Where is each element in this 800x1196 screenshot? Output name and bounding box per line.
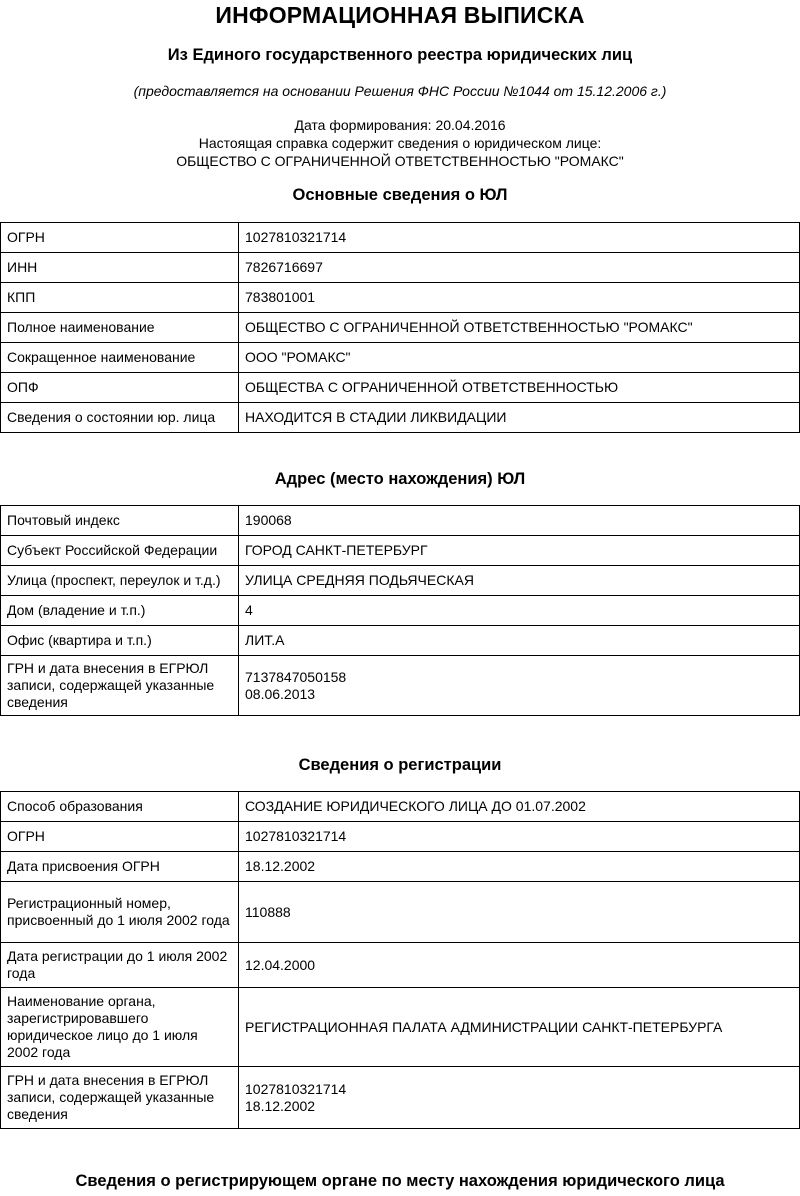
table-row [1, 536, 800, 566]
row-label: ГРН и дата внесения в ЕГРЮЛ записи, содержащей указанные сведения [1, 1067, 239, 1129]
row-label: Дом (владение и т.п.) [1, 596, 239, 626]
section-title-reg-authority: Сведения о регистрирующем органе по месту нахождения юридического лица [75, 1172, 725, 1190]
row-label: Дата регистрации до 1 июля 2002 года [1, 943, 239, 988]
row-value [239, 1067, 800, 1129]
row-value: 12.04.2000 [239, 943, 800, 988]
row-label: Регистрационный номер, присвоенный до 1 июля 2002 года [1, 882, 239, 943]
row-label: Сведения о состоянии юр. лица [1, 403, 239, 433]
section-title-main: Основные сведения о ЮЛ [292, 186, 508, 204]
row-value: 18.12.2002 [239, 852, 800, 882]
table-row [1, 253, 800, 283]
row-label: Способ образования [1, 792, 239, 822]
table-row [1, 223, 800, 253]
row-label: Наименование органа, зарегистрировавшего юридическое лицо до 1 июля 2002 года [1, 988, 239, 1067]
row-label: ОГРН [1, 223, 239, 253]
row-value: 783801001 [239, 283, 800, 313]
table-row [1, 1067, 800, 1129]
table-row [1, 313, 800, 343]
row-label: ИНН [1, 253, 239, 283]
row-value: ЛИТ.А [239, 626, 800, 656]
record-number: 7137847050158 [245, 668, 347, 685]
row-value: НАХОДИТСЯ В СТАДИИ ЛИКВИДАЦИИ [239, 403, 800, 433]
row-label: ОГРН [1, 822, 239, 852]
row-label: Полное наименование [1, 313, 239, 343]
row-label: Дата присвоения ОГРН [1, 852, 239, 882]
document-info [0, 116, 800, 170]
main-info-table [0, 222, 800, 433]
formation-date: Дата формирования: 20.04.2016 [294, 117, 506, 133]
row-value: 7826716697 [239, 253, 800, 283]
row-value: 190068 [239, 506, 800, 536]
row-label: ОПФ [1, 373, 239, 403]
table-row [1, 882, 800, 943]
row-value: УЛИЦА СРЕДНЯЯ ПОДЬЯЧЕСКАЯ [239, 566, 800, 596]
row-value: 4 [239, 596, 800, 626]
table-row [1, 343, 800, 373]
document-basis: (предоставляется на основании Решения ФНС России №1044 от 15.12.2006 г.) [133, 83, 667, 99]
registration-table [0, 791, 800, 1129]
table-row [1, 852, 800, 882]
table-row [1, 822, 800, 852]
company-name: ОБЩЕСТВО С ОГРАНИЧЕННОЙ ОТВЕТСТВЕННОСТЬЮ "РОМАКС" [176, 153, 624, 169]
table-row [1, 283, 800, 313]
table-row [1, 596, 800, 626]
row-value: ГОРОД САНКТ-ПЕТЕРБУРГ [239, 536, 800, 566]
table-row [1, 943, 800, 988]
row-value: РЕГИСТРАЦИОННАЯ ПАЛАТА АДМИНИСТРАЦИИ САНКТ-ПЕТЕРБУРГА [239, 988, 800, 1067]
table-row [1, 373, 800, 403]
info-statement: Настоящая справка содержит сведения о юридическом лице: [198, 135, 602, 151]
table-row [1, 626, 800, 656]
row-label: Почтовый индекс [1, 506, 239, 536]
row-value: 1027810321714 [239, 223, 800, 253]
row-value: ОБЩЕСТВО С ОГРАНИЧЕННОЙ ОТВЕТСТВЕННОСТЬЮ "РОМАКС" [239, 313, 800, 343]
row-label: Улица (проспект, переулок и т.д.) [1, 566, 239, 596]
table-row [1, 566, 800, 596]
table-row [1, 403, 800, 433]
record-number: 1027810321714 [245, 1080, 347, 1097]
row-label: КПП [1, 283, 239, 313]
table-row [1, 792, 800, 822]
row-value: ООО "РОМАКС" [239, 343, 800, 373]
table-row [1, 506, 800, 536]
section-title-address: Адрес (место нахождения) ЮЛ [274, 470, 526, 488]
address-table [0, 505, 800, 716]
section-title-registration: Сведения о регистрации [298, 756, 502, 774]
row-value: СОЗДАНИЕ ЮРИДИЧЕСКОГО ЛИЦА ДО 01.07.2002 [239, 792, 800, 822]
row-label: Офис (квартира и т.п.) [1, 626, 239, 656]
row-label: Субъект Российской Федерации [1, 536, 239, 566]
record-date: 08.06.2013 [245, 685, 316, 702]
row-value [239, 656, 800, 716]
row-value: 110888 [239, 882, 800, 943]
record-date: 18.12.2002 [245, 1097, 316, 1114]
row-label: ГРН и дата внесения в ЕГРЮЛ записи, содержащей указанные сведения [1, 656, 239, 716]
row-value: ОБЩЕСТВА С ОГРАНИЧЕННОЙ ОТВЕТСТВЕННОСТЬЮ [239, 373, 800, 403]
row-label: Сокращенное наименование [1, 343, 239, 373]
document-title: ИНФОРМАЦИОННАЯ ВЫПИСКА [215, 2, 585, 28]
document-subtitle: Из Единого государственного реестра юридических лиц [167, 46, 633, 64]
row-value: 1027810321714 [239, 822, 800, 852]
table-row [1, 656, 800, 716]
table-row [1, 988, 800, 1067]
